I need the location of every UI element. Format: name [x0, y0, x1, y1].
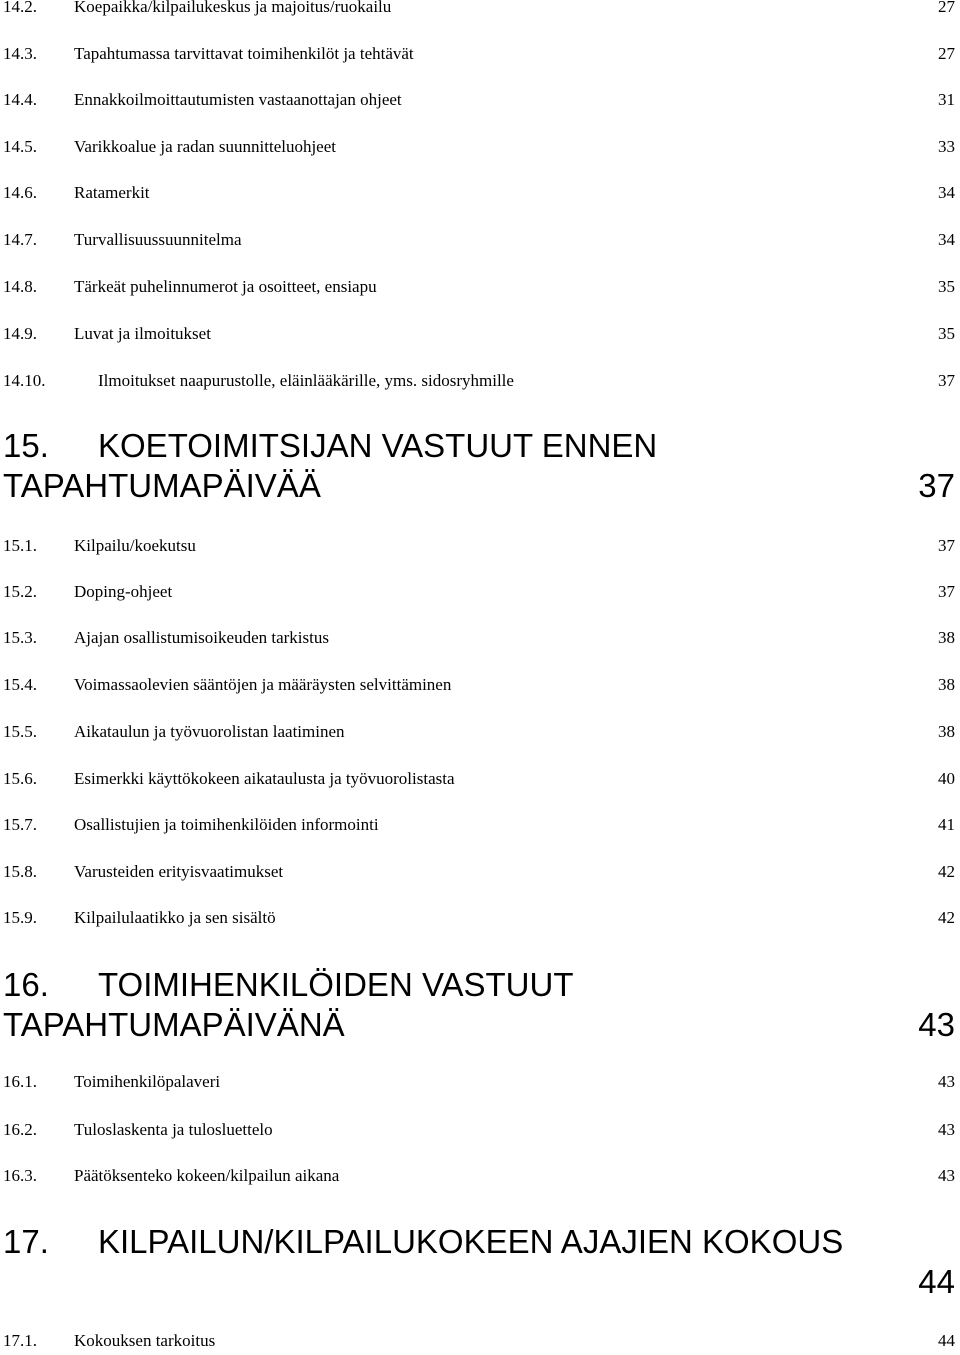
toc-heading-number: 15. [3, 427, 49, 464]
toc-entry-number: 14.3. [3, 44, 37, 63]
toc-entry-number: 14.2. [3, 0, 37, 16]
toc-entry-16-2[interactable] [0, 1116, 960, 1144]
toc-entry-title: Turvallisuussuunnitelma [74, 230, 242, 249]
toc-entry-15-6[interactable] [0, 765, 960, 793]
toc-entry-15-4[interactable] [0, 671, 960, 699]
toc-entry-14-7[interactable] [0, 226, 960, 254]
toc-entry-number: 14.7. [3, 230, 37, 249]
toc-entry-page: 38 [938, 722, 955, 741]
toc-entry-14-6[interactable] [0, 179, 960, 207]
toc-heading-title: KOETOIMITSIJAN VASTUUT ENNEN [98, 427, 658, 464]
toc-entry-page: 38 [938, 628, 955, 647]
toc-entry-number: 16.1. [3, 1072, 37, 1091]
toc-entry-14-10[interactable] [0, 367, 960, 395]
toc-entry-15-5[interactable] [0, 718, 960, 746]
toc-entry-number: 15.2. [3, 582, 37, 601]
toc-entry-15-7[interactable] [0, 811, 960, 839]
toc-entry-title: Päätöksenteko kokeen/kilpailun aikana [74, 1166, 340, 1185]
toc-entry-15-1[interactable] [0, 532, 960, 560]
toc-entry-14-9[interactable] [0, 320, 960, 348]
toc-heading-page: 43 [918, 1006, 955, 1043]
toc-entry-page: 42 [938, 908, 955, 927]
toc-heading-number: 16. [3, 966, 49, 1003]
toc-entry-title: Tärkeät puhelinnumerot ja osoitteet, ensiapu [74, 277, 377, 296]
toc-entry-title: Kilpailulaatikko ja sen sisältö [74, 908, 276, 927]
toc-entry-number: 15.3. [3, 628, 37, 647]
toc-entry-page: 40 [938, 769, 955, 788]
toc-entry-number: 16.3. [3, 1166, 37, 1185]
toc-entry-title: Tuloslaskenta ja tulosluettelo [74, 1120, 273, 1139]
toc-entry-title: Voimassaolevien sääntöjen ja määräysten selvittäminen [74, 675, 452, 694]
toc-entry-page: 34 [938, 230, 955, 249]
toc-entry-14-4[interactable] [0, 86, 960, 114]
toc-entry-15-3[interactable] [0, 624, 960, 652]
toc-entry-title: Koepaikka/kilpailukeskus ja majoitus/ruokailu [74, 0, 392, 16]
toc-entry-title: Kokouksen tarkoitus [74, 1331, 216, 1350]
toc-entry-number: 15.4. [3, 675, 37, 694]
toc-entry-page: 27 [938, 0, 955, 16]
toc-entry-16-3[interactable] [0, 1162, 960, 1190]
toc-entry-number: 14.5. [3, 137, 37, 156]
toc-entry-title: Osallistujien ja toimihenkilöiden informointi [74, 815, 379, 834]
toc-entry-page: 43 [938, 1166, 955, 1185]
toc-entry-15-8[interactable] [0, 858, 960, 886]
toc-entry-number: 15.5. [3, 722, 37, 741]
toc-entry-title: Varusteiden erityisvaatimukset [74, 862, 284, 881]
toc-entry-page: 43 [938, 1072, 955, 1091]
toc-heading-title-continued: TAPAHTUMAPÄIVÄNÄ [3, 1006, 345, 1043]
toc-entry-title: Aikataulun ja työvuorolistan laatiminen [74, 722, 345, 741]
toc-entry-page: 33 [938, 137, 955, 156]
toc-entry-page: 43 [938, 1120, 955, 1139]
toc-entry-14-3[interactable] [0, 40, 960, 68]
toc-entry-title: Ennakkoilmoittautumisten vastaanottajan ohjeet [74, 90, 402, 109]
toc-entry-title: Esimerkki käyttökokeen aikataulusta ja työvuorolistasta [74, 769, 455, 788]
toc-entry-title: Varikkoalue ja radan suunnitteluohjeet [74, 137, 336, 156]
toc-entry-page: 34 [938, 183, 955, 202]
toc-entry-number: 14.9. [3, 324, 37, 343]
toc-entry-page: 44 [938, 1331, 955, 1350]
toc-entry-number: 15.8. [3, 862, 37, 881]
toc-entry-page: 37 [938, 371, 955, 390]
toc-entry-number: 16.2. [3, 1120, 37, 1139]
toc-entry-number: 14.6. [3, 183, 37, 202]
toc-entry-number: 14.8. [3, 277, 37, 296]
toc-entry-page: 41 [938, 815, 955, 834]
toc-entry-page: 37 [938, 582, 955, 601]
toc-heading-title: KILPAILUN/KILPAILUKOKEEN AJAJIEN KOKOUS [98, 1223, 844, 1260]
toc-entry-14-2[interactable] [0, 0, 960, 21]
toc-heading-page: 37 [918, 467, 955, 504]
toc-heading-number: 17. [3, 1223, 49, 1260]
toc-entry-number: 15.1. [3, 536, 37, 555]
toc-entry-title: Luvat ja ilmoitukset [74, 324, 211, 343]
toc-entry-title: Ratamerkit [74, 183, 150, 202]
toc-entry-page: 38 [938, 675, 955, 694]
toc-entry-17-1[interactable] [0, 1327, 960, 1355]
toc-entry-number: 14.4. [3, 90, 37, 109]
toc-entry-15-2[interactable] [0, 578, 960, 606]
toc-heading-page: 44 [918, 1263, 955, 1300]
toc-entry-title: Kilpailu/koekutsu [74, 536, 196, 555]
toc-entry-title: Toimihenkilöpalaveri [74, 1072, 221, 1091]
toc-entry-page: 37 [938, 536, 955, 555]
toc-entry-14-5[interactable] [0, 133, 960, 161]
toc-entry-title: Ilmoitukset naapurustolle, eläinlääkärille, yms. sidosryhmille [98, 371, 514, 390]
toc-entry-number: 15.9. [3, 908, 37, 927]
toc-entry-title: Ajajan osallistumisoikeuden tarkistus [74, 628, 329, 647]
toc-entry-number: 15.6. [3, 769, 37, 788]
toc-entry-page: 35 [938, 277, 955, 296]
toc-entry-number: 14.10. [3, 371, 46, 390]
toc-heading-title-continued: TAPAHTUMAPÄIVÄÄ [3, 467, 321, 504]
toc-heading-title: TOIMIHENKILÖIDEN VASTUUT [98, 966, 574, 1003]
toc-entry-number: 15.7. [3, 815, 37, 834]
toc-entry-15-9[interactable] [0, 904, 960, 932]
toc-entry-14-8[interactable] [0, 273, 960, 301]
toc-entry-page: 35 [938, 324, 955, 343]
toc-entry-title: Doping-ohjeet [74, 582, 173, 601]
toc-entry-number: 17.1. [3, 1331, 37, 1350]
toc-entry-title: Tapahtumassa tarvittavat toimihenkilöt ja tehtävät [74, 44, 414, 63]
toc-entry-page: 42 [938, 862, 955, 881]
toc-entry-page: 27 [938, 44, 955, 63]
toc-entry-page: 31 [938, 90, 955, 109]
toc-entry-16-1[interactable] [0, 1068, 960, 1096]
